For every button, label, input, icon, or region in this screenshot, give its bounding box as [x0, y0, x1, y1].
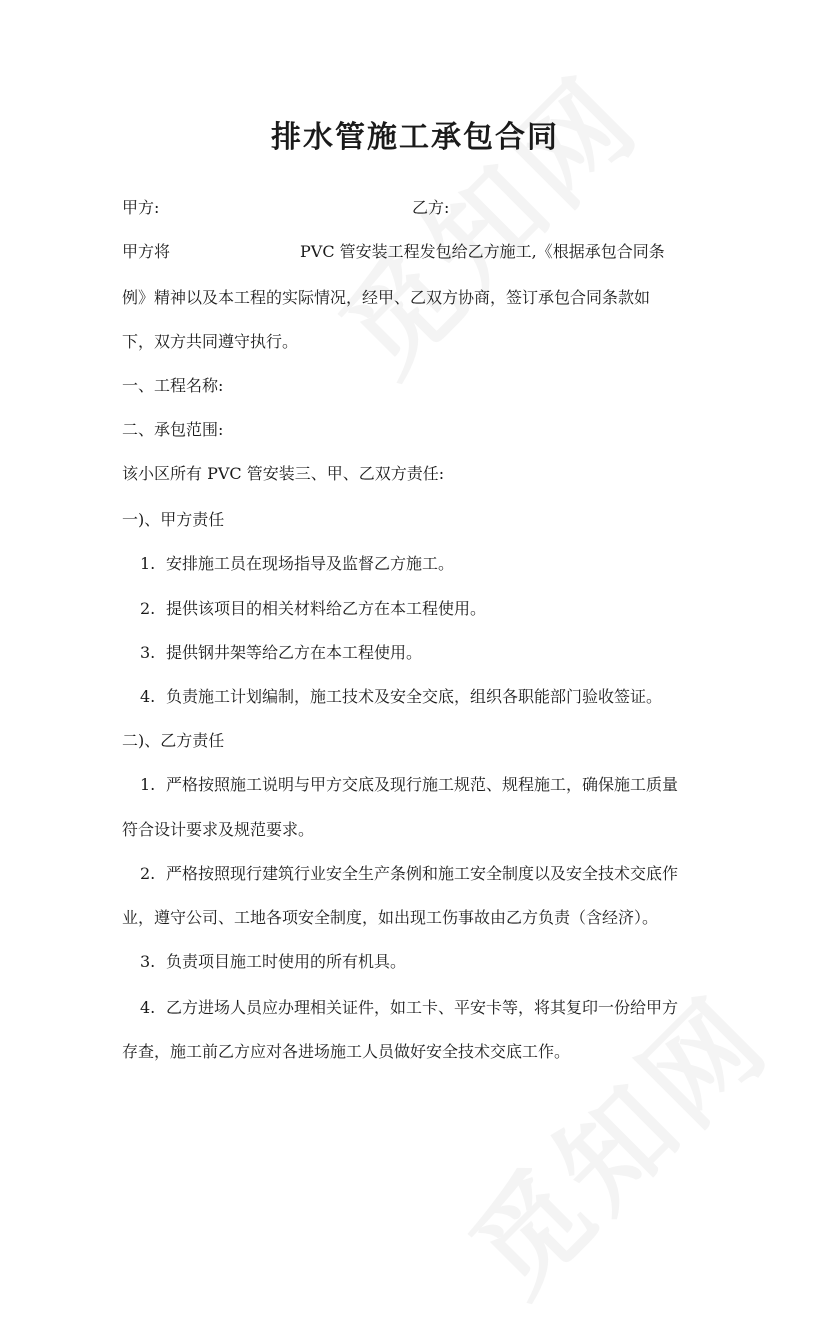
watermark	[300, 35, 668, 403]
list-text: 负责项目施工时使用的所有机具。	[166, 952, 407, 971]
party-a-duties-heading: 一)、甲方责任	[122, 510, 225, 529]
list-text: 提供该项目的相关材料给乙方在本工程使用。	[166, 599, 487, 618]
list-number: 1.	[140, 775, 156, 794]
list-number: 2.	[140, 864, 156, 883]
party-b-duty-1	[140, 774, 678, 796]
party-a-duty-1	[140, 553, 454, 575]
party-b-duty-2	[140, 863, 678, 885]
list-number: 4.	[140, 687, 156, 706]
intro-line-3: 下，双方共同遵守执行。	[122, 332, 299, 351]
list-number: 1.	[140, 554, 156, 573]
list-text: 严格按照现行建筑行业安全生产条例和施工安全制度以及安全技术交底作	[166, 864, 679, 883]
section-contract-scope: 二、承包范围:	[122, 420, 224, 439]
scope-line: 该小区所有 PVC 管安装三、甲、乙双方责任:	[122, 464, 445, 483]
party-a-duty-2	[140, 598, 486, 620]
party-b-label: 乙方:	[412, 198, 450, 217]
list-text: 乙方进场人员应办理相关证件，如工卡、平安卡等，将其复印一份给甲方	[166, 998, 679, 1017]
document-title: 排水管施工承包合同	[271, 120, 559, 155]
list-number: 2.	[140, 599, 156, 618]
party-a-duty-3	[140, 642, 422, 664]
list-text: 严格按照施工说明与甲方交底及现行施工规范、规程施工，确保施工质量	[166, 775, 679, 794]
party-a-duty-4	[140, 686, 662, 708]
party-b-duties-heading: 二)、乙方责任	[122, 731, 225, 750]
list-number: 3.	[140, 643, 156, 662]
list-text: 负责施工计划编制，施工技术及安全交底，组织各职能部门验收签证。	[166, 687, 663, 706]
intro-line-1b: PVC 管安装工程发包给乙方施工,《根据承包合同条	[300, 242, 665, 261]
intro-line-1a: 甲方将	[122, 242, 171, 261]
list-text: 安排施工员在现场指导及监督乙方施工。	[166, 554, 455, 573]
party-a-label: 甲方:	[122, 198, 160, 217]
party-b-duty-4-continuation: 存查，施工前乙方应对各进场施工人员做好安全技术交底工作。	[122, 1042, 571, 1061]
party-b-duty-2-continuation: 业，遵守公司、工地各项安全制度，如出现工伤事故由乙方负责（含经济）。	[122, 908, 659, 927]
party-b-duty-1-continuation: 符合设计要求及规范要求。	[122, 820, 315, 839]
party-b-duty-3	[140, 951, 406, 973]
party-b-duty-4	[140, 997, 678, 1019]
list-number: 4.	[140, 998, 156, 1017]
list-text: 提供钢井架等给乙方在本工程使用。	[166, 643, 423, 662]
section-project-name: 一、工程名称:	[122, 376, 224, 395]
list-number: 3.	[140, 952, 156, 971]
intro-line-2: 例》精神以及本工程的实际情况，经甲、乙双方协商，签订承包合同条款如	[122, 288, 651, 307]
